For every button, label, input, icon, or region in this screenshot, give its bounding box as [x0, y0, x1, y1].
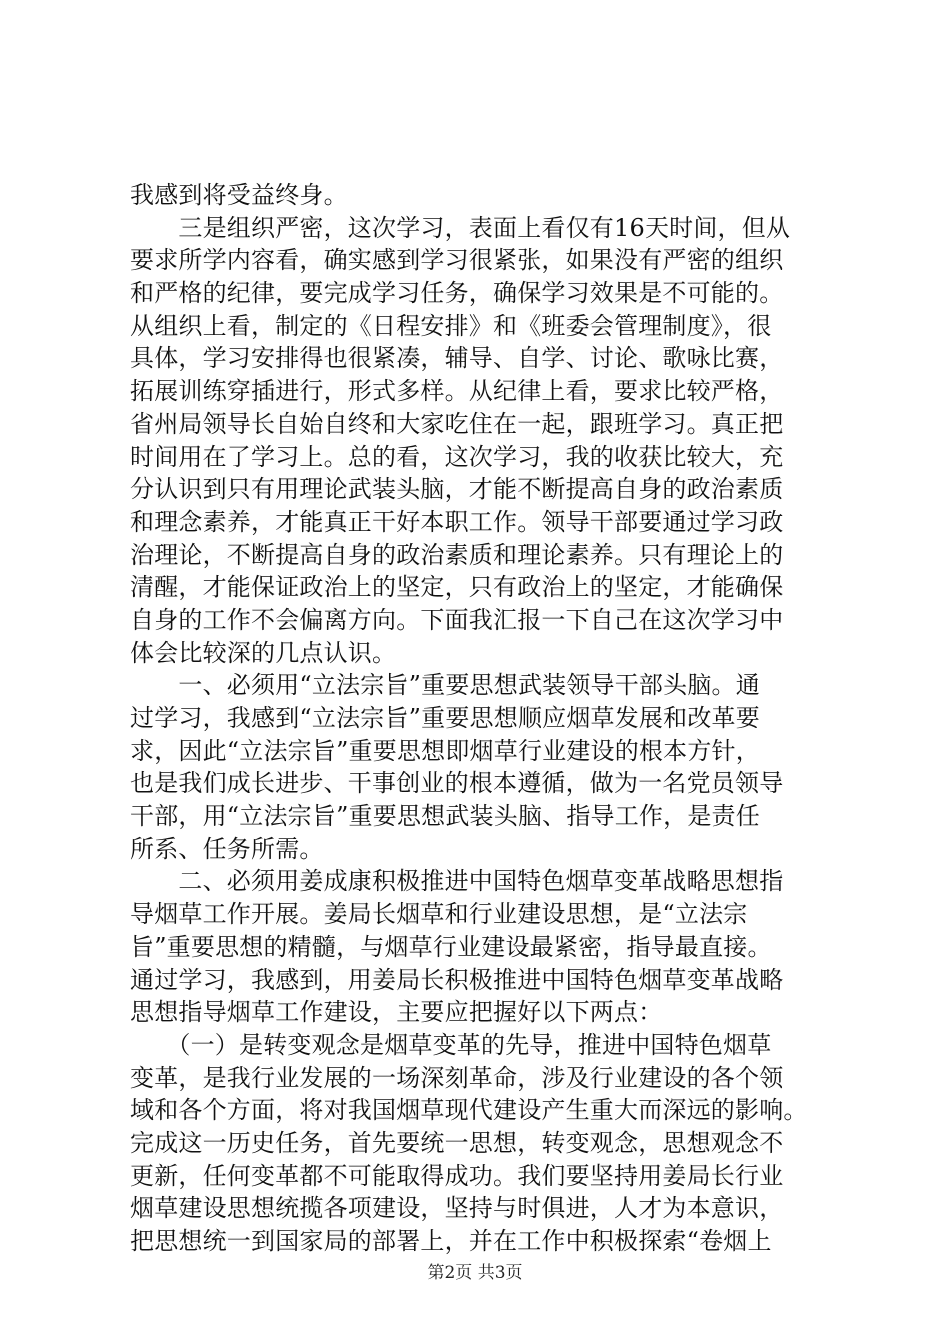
text-line: 干部，用“立法宗旨”重要思想武装头脑、指导工作，是责任: [130, 802, 760, 831]
text-line: 时间用在了学习上。总的看，这次学习，我的收获比较大，充: [130, 442, 784, 471]
text-line: 我感到将受益终身。: [130, 181, 348, 209]
text-line: 更新，任何变革都不可能取得成功。我们要坚持用姜局长行业: [130, 1161, 784, 1190]
text-line: 所系、任务所需。: [130, 834, 324, 863]
text-line: 清醒，才能保证政治上的坚定，只有政治上的坚定，才能确保: [130, 573, 784, 602]
text-line: 旨”重要思想的精髓，与烟草行业建设最紧密，指导最直接。: [130, 932, 772, 961]
text-line: （一）是转变观念是烟草变革的先导，推进中国特色烟草: [130, 1030, 772, 1059]
text-line: 三是组织严密，这次学习，表面上看仅有16天时间，但从: [130, 213, 791, 242]
text-line: 域和各个方面，将对我国烟草现代建设产生重大而深远的影响。: [130, 1096, 808, 1125]
text-line: 拓展训练穿插进行，形式多样。从纪律上看，要求比较严格，: [130, 377, 784, 406]
text-line: 通过学习，我感到，用姜局长积极推进中国特色烟草变革战略: [130, 965, 784, 994]
text-line: 也是我们成长进步、干事创业的根本遵循，做为一名党员领导: [130, 769, 784, 798]
text-line: 思想指导烟草工作建设，主要应把握好以下两点：: [130, 998, 663, 1027]
text-line: 体会比较深的几点认识。: [130, 638, 397, 667]
text-line: 烟草建设思想统揽各项建设，坚持与时俱进，人才为本意识，: [130, 1194, 784, 1223]
page-number-footer: 第2页 共3页: [427, 1263, 523, 1283]
text-line: 把思想统一到国家局的部署上，并在工作中积极探索“卷烟上: [130, 1227, 772, 1255]
text-line: 二、必须用姜成康积极推进中国特色烟草变革战略思想指: [130, 867, 784, 896]
text-line: 求，因此“立法宗旨”重要思想即烟草行业建设的根本方针，: [130, 736, 760, 765]
text-line: 分认识到只有用理论武装头脑，才能不断提高自身的政治素质: [130, 475, 784, 504]
text-line: 变革，是我行业发展的一场深刻革命，涉及行业建设的各个领: [130, 1063, 784, 1092]
text-line: 治理论，不断提高自身的政治素质和理论素养。只有理论上的: [130, 540, 784, 569]
text-line: 和理念素养，才能真正干好本职工作。领导干部要通过学习政: [130, 507, 784, 536]
text-line: 自身的工作不会偏离方向。下面我汇报一下自己在这次学习中: [130, 605, 784, 634]
text-line: 从组织上看，制定的《日程安排》和《班委会管理制度》，很: [130, 311, 772, 340]
text-line: 要求所学内容看，确实感到学习很紧张，如果没有严密的组织: [130, 246, 784, 275]
text-line: 具体，学习安排得也很紧凑，辅导、自学、讨论、歌咏比赛，: [130, 344, 784, 373]
text-line: 完成这一历史任务，首先要统一思想，转变观念，思想观念不: [130, 1128, 784, 1157]
text-line: 过学习，我感到“立法宗旨”重要思想顺应烟草发展和改革要: [130, 704, 760, 732]
body-text: [130, 179, 862, 1258]
text-line: 导烟草工作开展。姜局长烟草和行业建设思想，是“立法宗: [130, 900, 748, 929]
text-line: 和严格的纪律，要完成学习任务，确保学习效果是不可能的。: [130, 279, 784, 308]
text-line: 省州局领导长自始自终和大家吃住在一起，跟班学习。真正把: [130, 409, 784, 438]
text-line: 一、必须用“立法宗旨”重要思想武装领导干部头脑。通: [130, 671, 760, 700]
